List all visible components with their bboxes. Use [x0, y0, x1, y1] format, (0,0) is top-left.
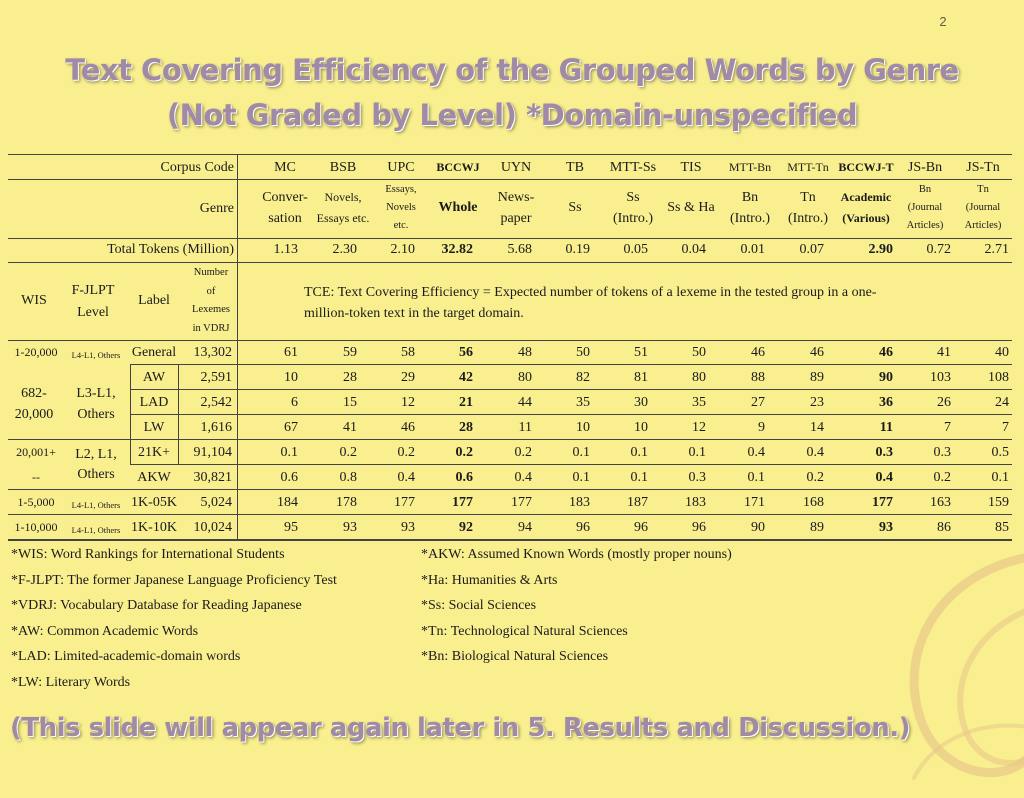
- tce-cell: 0.6: [280, 470, 298, 485]
- total-tokens-bsb: 2.30: [332, 242, 357, 257]
- tce-cell: 6: [291, 395, 298, 410]
- tce-cell: 10: [634, 420, 648, 435]
- tce-cell: 42: [459, 370, 473, 385]
- tce-cell: 90: [751, 520, 765, 535]
- table-rule: [8, 439, 1012, 440]
- tce-cell: 21: [459, 395, 473, 410]
- corpus-code-bccwj: BCCWJ: [436, 160, 480, 174]
- row-lexemes: 10,024: [193, 520, 232, 535]
- tce-cell: 0.2: [339, 445, 357, 460]
- row-label: 21K+: [137, 445, 170, 460]
- row-lexemes: 2,591: [200, 370, 232, 385]
- tce-cell: 30: [634, 395, 648, 410]
- table-rule: [130, 389, 1012, 390]
- tce-cell: 10: [576, 420, 590, 435]
- tce-cell: 184: [277, 495, 298, 510]
- tce-cell: 0.3: [933, 445, 951, 460]
- fjlpt-header: F-JLPT Level: [71, 283, 115, 320]
- tce-cell: 0.1: [572, 445, 590, 460]
- slide-title-line1: Text Covering Efficiency of the Grouped Words by Genre: [65, 53, 959, 87]
- tce-cell: 89: [810, 370, 824, 385]
- table-rule: [130, 364, 1012, 365]
- tce-cell: 93: [879, 520, 893, 535]
- tce-cell: 50: [692, 345, 706, 360]
- tce-cell: 96: [634, 520, 648, 535]
- tce-cell: 178: [336, 495, 357, 510]
- tce-cell: 0.1: [747, 470, 765, 485]
- footnote: *LW: Literary Words: [11, 674, 131, 690]
- tce-cell: 28: [459, 420, 473, 435]
- footnote: *Bn: Biological Natural Sciences: [421, 649, 609, 664]
- tce-cell: 163: [930, 495, 951, 510]
- row-label: AW: [142, 370, 166, 385]
- tce-cell: 27: [751, 395, 765, 410]
- tce-cell: 81: [634, 370, 648, 385]
- corpus-code-mtt-ss: MTT-Ss: [609, 160, 657, 175]
- corpus-code-tis: TIS: [680, 160, 702, 175]
- tce-cell: 0.1: [991, 470, 1009, 485]
- total-tokens-js-bn: 0.72: [926, 242, 951, 257]
- row-level: L4-L1, Others: [71, 525, 121, 535]
- genre-js-bn: Bn (Journal Articles): [906, 184, 944, 231]
- tce-cell: 183: [685, 495, 706, 510]
- table-rule: [130, 464, 1012, 465]
- tce-cell: 93: [343, 520, 357, 535]
- tce-cell: 46: [751, 345, 765, 360]
- row-label: LAD: [139, 395, 169, 410]
- tce-cell: 7: [1002, 420, 1009, 435]
- footnote: *Ss: Social Sciences: [421, 598, 537, 613]
- tce-cell: 96: [576, 520, 590, 535]
- row-wis: --: [32, 470, 40, 484]
- tce-cell: 11: [518, 420, 532, 435]
- genre-tb: Ss: [568, 200, 582, 215]
- tce-cell: 61: [284, 345, 298, 360]
- tce-cell: 0.3: [688, 470, 706, 485]
- tce-cell: 183: [569, 495, 590, 510]
- genre-bccwj-t: Academic (Various): [840, 190, 892, 225]
- tce-cell: 0.2: [806, 470, 824, 485]
- tce-cell: 92: [459, 520, 473, 535]
- table-rule: [8, 179, 1012, 180]
- row-label: 1K-10K: [131, 520, 177, 535]
- row-label: LW: [143, 420, 165, 435]
- tce-cell: 177: [452, 495, 473, 510]
- tce-cell: 171: [744, 495, 765, 510]
- tce-cell: 0.4: [875, 470, 893, 485]
- tce-cell: 0.4: [514, 470, 532, 485]
- tce-cell: 28: [343, 370, 357, 385]
- footnote: *VDRJ: Vocabulary Database for Reading Japanese: [11, 598, 302, 613]
- tce-cell: 0.1: [572, 470, 590, 485]
- tce-cell: 12: [692, 420, 706, 435]
- tce-cell: 93: [401, 520, 415, 535]
- table-rule: [8, 340, 1012, 341]
- tce-cell: 0.1: [630, 445, 648, 460]
- row-lexemes: 2,542: [200, 395, 232, 410]
- genre-mtt-bn: Bn (Intro.): [729, 190, 771, 226]
- row-level: L4-L1, Others: [71, 500, 121, 510]
- corpus-code-js-bn: JS-Bn: [907, 160, 943, 175]
- row-label: General: [131, 345, 177, 360]
- tce-cell: 67: [284, 420, 298, 435]
- total-tokens-uyn: 5.68: [507, 242, 532, 257]
- tce-cell: 108: [988, 370, 1009, 385]
- decorative-swirl-icon: [874, 538, 1024, 798]
- corpus-code-uyn: UYN: [500, 160, 532, 175]
- genre-js-tn: Tn (Journal Articles): [964, 184, 1002, 231]
- total-tokens-bccwj: 32.82: [441, 242, 473, 257]
- tce-cell: 89: [810, 520, 824, 535]
- footnote: *F-JLPT: The former Japanese Language Proficiency Test: [11, 572, 337, 588]
- row-label: AKW: [137, 470, 171, 485]
- genre-uyn: News- paper: [497, 190, 535, 226]
- genre-tis: Ss & Ha: [667, 200, 715, 215]
- tce-cell: 51: [634, 345, 648, 360]
- genre-mtt-tn: Tn (Intro.): [787, 190, 829, 226]
- tce-cell: 159: [988, 495, 1009, 510]
- tce-cell: 0.4: [806, 445, 824, 460]
- tce-cell: 0.2: [397, 445, 415, 460]
- tce-cell: 48: [518, 345, 532, 360]
- row-label: 1K-05K: [131, 495, 177, 510]
- genre-bsb: Novels, Essays etc.: [316, 190, 370, 225]
- corpus-code-tb: TB: [566, 160, 584, 175]
- tce-cell: 44: [518, 395, 532, 410]
- tce-definition: TCE: Text Covering Efficiency = Expected number of tokens of a lexeme in the tested group in a one- million-token text in the target domain.: [304, 285, 877, 321]
- tce-cell: 15: [343, 395, 357, 410]
- bottom-note: (This slide will appear again later in 5. Results and Discussion.): [10, 713, 910, 743]
- tce-cell: 14: [810, 420, 824, 435]
- tce-cell: 82: [576, 370, 590, 385]
- row-wis: 1-20,000: [14, 345, 58, 359]
- total-tokens-upc: 2.10: [390, 242, 415, 257]
- tce-cell: 80: [518, 370, 532, 385]
- corpus-code-bsb: BSB: [329, 160, 357, 175]
- footnote: *AW: Common Academic Words: [11, 623, 199, 639]
- tce-cell: 56: [459, 345, 473, 360]
- row-wis: 1-5,000: [17, 495, 55, 509]
- genre-bccwj: Whole: [438, 200, 478, 215]
- tce-cell: 0.2: [455, 445, 473, 460]
- footnote: *Ha: Humanities & Arts: [421, 572, 558, 588]
- footnote: *LAD: Limited-academic-domain words: [11, 649, 241, 664]
- total-tokens-label: Total Tokens (Million): [107, 242, 234, 257]
- tce-cell: 41: [937, 345, 951, 360]
- row-lexemes: 1,616: [200, 420, 232, 435]
- tce-cell: 0.4: [747, 445, 765, 460]
- tce-cell: 80: [692, 370, 706, 385]
- page-number: 2: [939, 14, 947, 29]
- tce-cell: 11: [879, 420, 893, 435]
- table-rule: [8, 489, 1012, 490]
- tce-cell: 26: [937, 395, 951, 410]
- footnote: *AKW: Assumed Known Words (mostly proper nouns): [421, 547, 732, 562]
- tce-cell: 59: [343, 345, 357, 360]
- tce-cell: 50: [576, 345, 590, 360]
- row-level: L4-L1, Others: [71, 350, 121, 360]
- table-rule: [8, 514, 1012, 515]
- tce-cell: 0.6: [455, 470, 473, 485]
- group-682-wis: 682- 20,000: [14, 386, 54, 422]
- table-col-rule: [237, 154, 238, 539]
- total-tokens-mtt-ss: 0.05: [623, 242, 648, 257]
- tce-cell: 46: [810, 345, 824, 360]
- tce-cell: 35: [576, 395, 590, 410]
- genre-mtt-ss: Ss (Intro.): [612, 190, 654, 226]
- tce-cell: 177: [511, 495, 532, 510]
- tce-cell: 0.4: [397, 470, 415, 485]
- tce-cell: 88: [751, 370, 765, 385]
- genre-mc: Conver- sation: [262, 190, 308, 226]
- total-tokens-mc: 1.13: [273, 242, 298, 257]
- row-lexemes: 13,302: [193, 345, 232, 360]
- tce-cell: 35: [692, 395, 706, 410]
- tce-cell: 58: [401, 345, 415, 360]
- genre-upc: Essays, Novels etc.: [385, 184, 417, 231]
- footnote: *Tn: Technological Natural Sciences: [421, 623, 628, 639]
- lexemes-header: Number of Lexemes in VDRJ: [192, 267, 230, 334]
- tce-cell: 85: [995, 520, 1009, 535]
- total-tokens-js-tn: 2.71: [984, 242, 1009, 257]
- tce-cell: 177: [394, 495, 415, 510]
- total-tokens-tb: 0.19: [565, 242, 590, 257]
- row-lexemes: 91,104: [193, 445, 232, 460]
- tce-cell: 0.1: [280, 445, 298, 460]
- wis-header: WIS: [21, 293, 47, 308]
- tce-cell: 9: [758, 420, 765, 435]
- genre-label: Genre: [199, 201, 234, 216]
- tce-cell: 7: [944, 420, 951, 435]
- row-lexemes: 30,821: [193, 470, 232, 485]
- tce-cell: 46: [401, 420, 415, 435]
- tce-cell: 0.2: [514, 445, 532, 460]
- tce-cell: 90: [879, 370, 893, 385]
- tce-cell: 168: [803, 495, 824, 510]
- row-wis: 20,001+: [16, 445, 56, 459]
- corpus-code-mtt-bn: MTT-Bn: [728, 160, 772, 174]
- table-top-rule: [8, 154, 1012, 155]
- tce-cell: 29: [401, 370, 415, 385]
- footnote: *WIS: Word Rankings for International Students: [11, 547, 285, 562]
- tce-cell: 36: [879, 395, 893, 410]
- tce-cell: 24: [995, 395, 1009, 410]
- tce-cell: 40: [995, 345, 1009, 360]
- group-20k-level: L2, L1, Others: [75, 447, 117, 482]
- corpus-code-mc: MC: [274, 160, 296, 175]
- tce-cell: 0.8: [339, 470, 357, 485]
- corpus-code-label: Corpus Code: [160, 160, 234, 175]
- corpus-code-bccwj-t: BCCWJ-T: [838, 160, 894, 174]
- group-682-level: L3-L1, Others: [76, 386, 116, 422]
- table-rule: [8, 238, 1012, 239]
- tce-cell: 0.1: [688, 445, 706, 460]
- tce-cell: 0.5: [991, 445, 1009, 460]
- tce-cell: 12: [401, 395, 415, 410]
- tce-cell: 0.3: [875, 445, 893, 460]
- tce-cell: 41: [343, 420, 357, 435]
- corpus-code-js-tn: JS-Tn: [966, 160, 1000, 175]
- row-lexemes: 5,024: [200, 495, 232, 510]
- table-bottom-rule: [8, 539, 1012, 541]
- tce-cell: 0.1: [630, 470, 648, 485]
- total-tokens-bccwj-t: 2.90: [868, 242, 893, 257]
- tce-cell: 187: [627, 495, 648, 510]
- table-rule: [130, 414, 1012, 415]
- label-header: Label: [138, 293, 170, 308]
- tce-cell: 10: [284, 370, 298, 385]
- tce-cell: 95: [284, 520, 298, 535]
- total-tokens-mtt-tn: 0.07: [799, 242, 824, 257]
- tce-cell: 94: [518, 520, 532, 535]
- total-tokens-tis: 0.04: [681, 242, 706, 257]
- slide-title-line2: (Not Graded by Level) *Domain-unspecified: [166, 98, 858, 132]
- table-rule: [8, 262, 1012, 263]
- corpus-code-upc: UPC: [387, 160, 415, 175]
- row-wis: 1-10,000: [14, 520, 58, 534]
- tce-cell: 0.2: [933, 470, 951, 485]
- tce-cell: 96: [692, 520, 706, 535]
- total-tokens-mtt-bn: 0.01: [740, 242, 765, 257]
- tce-cell: 103: [930, 370, 951, 385]
- tce-cell: 46: [879, 345, 893, 360]
- tce-cell: 177: [872, 495, 893, 510]
- tce-cell: 86: [937, 520, 951, 535]
- slide-title: [0, 48, 1024, 138]
- corpus-code-mtt-tn: MTT-Tn: [787, 160, 829, 174]
- tce-cell: 23: [810, 395, 824, 410]
